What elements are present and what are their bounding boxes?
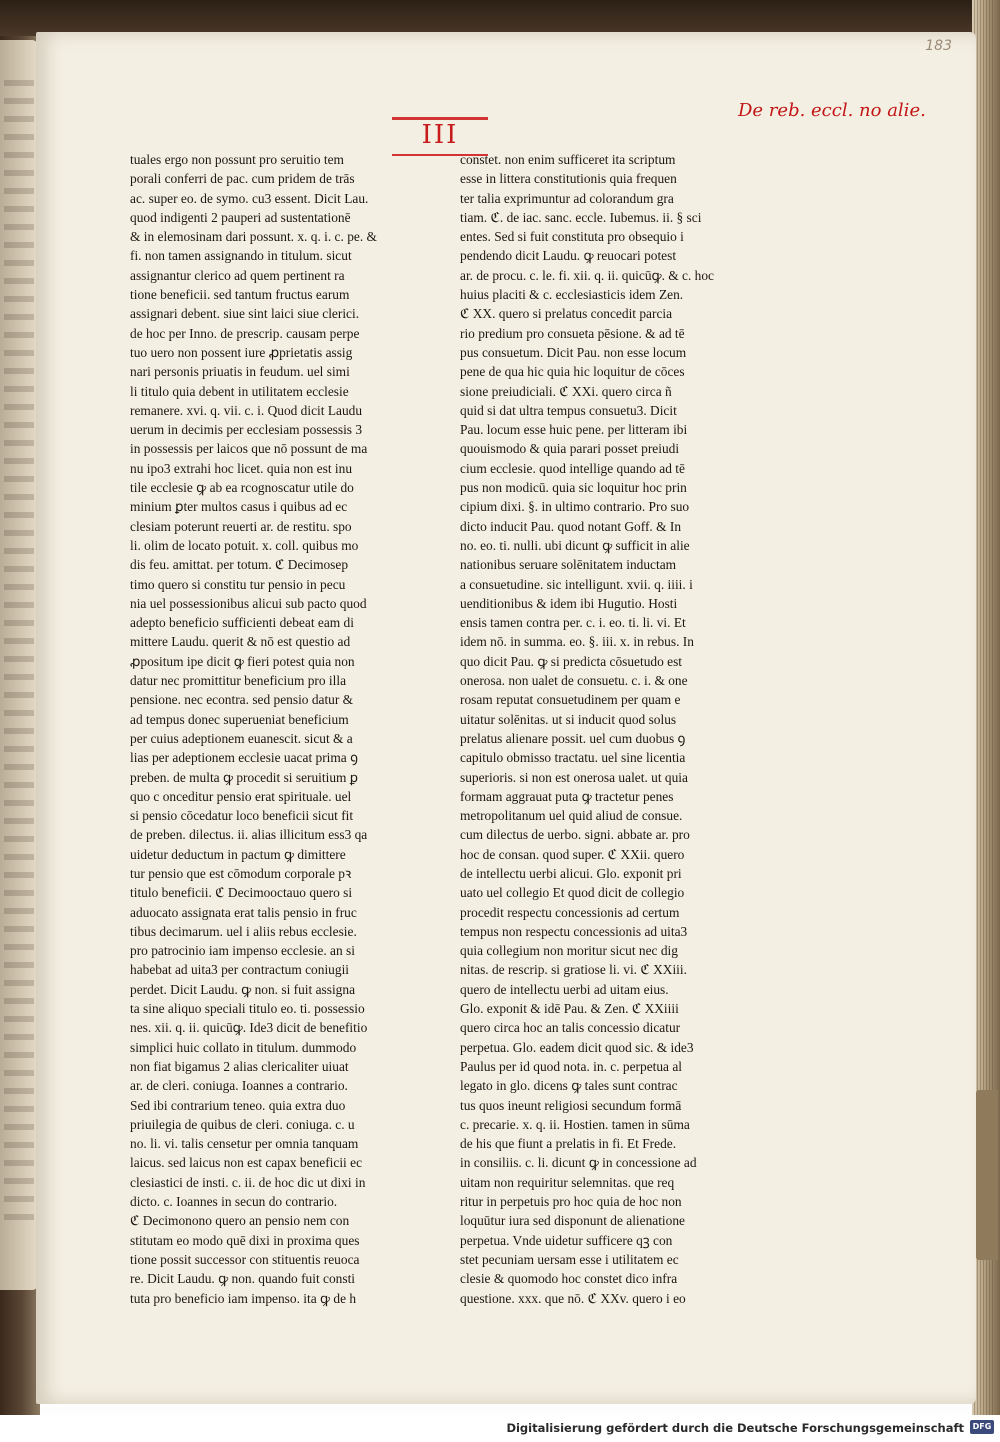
text-line: li. olim de locato potuit. x. coll. quibus mo bbox=[130, 537, 359, 553]
text-line: minium ꝑter multos casus i quibus ad ec bbox=[130, 499, 348, 515]
text-line: clesiam poterunt reuerti ar. de restitu. spo bbox=[130, 518, 352, 534]
text-line: clesie & quomodo hoc constet dico infra bbox=[460, 1271, 678, 1287]
text-line: pus consuetum. Dicit Pau. non esse locum bbox=[460, 344, 687, 360]
text-line: uidetur deductum in pactum ꝙ dimittere bbox=[130, 846, 346, 862]
text-line: nari personis priuatis in feudum. uel simi bbox=[130, 364, 350, 380]
text-line: ꝓpositum ipe dicit ꝙ fieri potest quia non bbox=[130, 653, 355, 669]
text-line: de his que fiunt a prelatis in fi. Et Frede. bbox=[460, 1136, 677, 1152]
text-line: remanere. xvi. q. vii. c. i. Quod dicit Laudu bbox=[130, 402, 363, 418]
text-line: quo dicit Pau. ꝙ si predicta cōsuetudo est bbox=[460, 653, 683, 669]
text-line: pene de qua hic quia hic loquitur de cōces bbox=[460, 364, 685, 380]
text-line: ℭ Decimonono quero an pensio nem con bbox=[130, 1213, 350, 1229]
text-line: nationibus seruare solēnitatem inductam bbox=[460, 557, 677, 573]
text-line: perpetua. Glo. eadem dicit quod sic. & ide3 bbox=[460, 1039, 694, 1055]
text-line: assignantur clerico ad quem pertinent ra bbox=[130, 267, 345, 283]
left-page-text-fragment bbox=[4, 80, 34, 1230]
right-text-column bbox=[460, 150, 760, 1308]
left-text-column bbox=[130, 150, 430, 1308]
text-line: quouismodo & quia parari posset preiudi bbox=[460, 441, 680, 457]
text-line: sione preiudiciali. ℭ XXi. quero circa ñ bbox=[460, 383, 672, 399]
text-line: tione beneficii. sed tantum fructus earum bbox=[130, 287, 350, 303]
text-line: ar. de procu. c. le. fi. xii. q. ii. quicūꝙ. & c. hoc bbox=[460, 267, 714, 283]
text-line: metropolitanum uel quid aliud de consue. bbox=[460, 808, 683, 824]
text-line: Glo. exponit & idē Pau. & Zen. ℭ XXiiii bbox=[460, 1001, 679, 1017]
text-line: Paulus per id quod nota. in. c. perpetua al bbox=[460, 1058, 683, 1074]
text-line: quero de intellectu uerbi ad uitam eius. bbox=[460, 981, 669, 997]
text-line: mittere Laudu. querit & nō est questio ad bbox=[130, 634, 351, 650]
text-line: de preben. dilectus. ii. alias illicitum ess3 qa bbox=[130, 827, 368, 843]
text-line: tibus decimarum. uel i aliis rebus ecclesie. bbox=[130, 923, 357, 939]
text-line: uato uel collegio Et quod dicit de collegio bbox=[460, 885, 685, 901]
text-line: no. eo. ti. nulli. ubi dicunt ꝙ sufficit in alie bbox=[460, 537, 690, 553]
text-line: esse in littera constitutionis quia frequen bbox=[460, 171, 677, 187]
text-line: pus non modicū. quia sic loquitur hoc prin bbox=[460, 480, 687, 496]
text-line: cium ecclesie. quod intellige quando ad tē bbox=[460, 460, 685, 476]
text-line: dis feu. amittat. per totum. ℭ Decimosep bbox=[130, 557, 349, 573]
text-line: onerosa. non ualet de consuetu. c. i. & one bbox=[460, 673, 688, 689]
text-line: de intellectu uerbi alicui. Glo. exponit pri bbox=[460, 865, 682, 881]
text-line: ritur in perpetuis pro hoc quia de hoc non bbox=[460, 1194, 682, 1210]
text-line: nia uel possessionibus alicui sub pacto quod bbox=[130, 595, 367, 611]
text-line: ensis tamen contra per. c. i. eo. ti. li. vi. Et bbox=[460, 615, 686, 631]
text-line: nes. xii. q. ii. quicūꝙ. Ide3 dicit de benefitio bbox=[130, 1020, 368, 1036]
text-line: re. Dicit Laudu. ꝙ non. quando fuit consti bbox=[130, 1271, 356, 1287]
left-page-edge bbox=[0, 40, 38, 1290]
text-line: nu ipo3 extrahi hoc licet. quia non est inu bbox=[130, 460, 353, 476]
text-line: uitam non requiritur selemnitas. que req bbox=[460, 1174, 675, 1190]
text-line: preben. de multa ꝙ procedit si seruitium ꝑ bbox=[130, 769, 359, 785]
text-line: entes. Sed si fuit constituta pro obsequio i bbox=[460, 229, 684, 245]
right-edge-tab bbox=[976, 1090, 998, 1260]
text-line: laicus. sed laicus non est capax beneficii ec bbox=[130, 1155, 363, 1171]
funding-credit: Digitalisierung gefördert durch die Deutsche Forschungsgemeinschaft bbox=[506, 1421, 964, 1435]
text-line: a consuetudine. sic intelligunt. xvii. q. iiii. i bbox=[460, 576, 693, 592]
text-line: tus quos ineunt religiosi secundum formā bbox=[460, 1097, 682, 1113]
text-line: habebat ad uita3 per contractum coniugii bbox=[130, 962, 350, 978]
text-line: ta sine aliquo speciali titulo eo. ti. possessio bbox=[130, 1001, 365, 1017]
text-line: Pau. locum esse huic pene. per litteram ibi bbox=[460, 422, 688, 438]
text-line: pendendo dicit Laudu. ꝙ reuocari potest bbox=[460, 248, 677, 264]
text-line: stet pecuniam uersam esse i utilitatem ec bbox=[460, 1251, 679, 1267]
text-line: adepto beneficio sufficienti debeat eam di bbox=[130, 615, 354, 631]
text-line: constet. non enim sufficeret ita scriptum bbox=[460, 152, 676, 167]
text-line: ℭ XX. quero si prelatus concedit parcia bbox=[460, 306, 673, 322]
text-line: in consiliis. c. li. dicunt ꝙ in concessione ad bbox=[460, 1155, 697, 1171]
text-line: datur nec promittitur beneficium pro illa bbox=[130, 673, 347, 689]
text-line: non fiat bigamus 2 alias clericaliter uiuat bbox=[130, 1058, 349, 1074]
text-line: ar. de cleri. coniuga. Ioannes a contrario. bbox=[130, 1078, 348, 1094]
text-line: c. precarie. x. q. ii. Hostien. tamen in sūma bbox=[460, 1116, 690, 1132]
text-line: lias per adeptionem ecclesie uacat prima ꝯ bbox=[130, 750, 358, 766]
dfg-logo: DFG bbox=[970, 1420, 994, 1434]
text-line: rio predium pro consueta pēsione. & ad tē bbox=[460, 325, 685, 341]
text-line: quo c onceditur pensio erat spirituale. uel bbox=[130, 788, 352, 804]
text-line: hoc de consan. quod super. ℭ XXii. quero bbox=[460, 846, 685, 862]
text-line: tione possit successor con stituentis reuoca bbox=[130, 1251, 360, 1267]
text-line: titulo beneficii. ℭ Decimooctauo quero si bbox=[130, 885, 353, 901]
text-line: dicto inducit Pau. quod notant Goff. & In bbox=[460, 518, 682, 534]
running-head-rubric: III bbox=[392, 117, 488, 156]
text-line: no. li. vi. talis censetur per omnia tanquam bbox=[130, 1136, 359, 1152]
text-line: & in elemosinam dari possunt. x. q. i. c. pe. & bbox=[130, 229, 377, 245]
text-line: ac. super eo. de symo. cu3 essent. Dicit Lau. bbox=[130, 190, 369, 206]
text-line: superioris. si non est onerosa ualet. ut quia bbox=[460, 769, 688, 785]
text-line: simplici huic collato in titulum. dummodo bbox=[130, 1039, 357, 1055]
text-line: de hoc per Inno. de prescrip. causam perpe bbox=[130, 325, 360, 341]
text-line: questione. xxx. que nō. ℭ XXv. quero i eo bbox=[460, 1290, 686, 1306]
text-line: ad tempus donec superueniat beneficium bbox=[130, 711, 349, 727]
text-line: idem nō. in summa. eo. §. iii. x. in rebus. In bbox=[460, 634, 694, 650]
text-line: pensione. nec econtra. sed pensio datur & bbox=[130, 692, 354, 708]
text-line: formam aggrauat puta ꝙ tractetur penes bbox=[460, 788, 674, 804]
text-line: quod indigenti 2 pauperi ad sustentationē bbox=[130, 209, 351, 225]
text-line: tuta pro beneficio iam impenso. ita ꝙ de h bbox=[130, 1290, 357, 1306]
text-line: tempus non respectu concessionis ad uita3 bbox=[460, 923, 688, 939]
text-line: uitatur solēnitas. ut si inducit quod solus bbox=[460, 711, 677, 727]
text-line: porali conferri de pac. cum pridem de trās bbox=[130, 171, 355, 187]
text-line: legato in glo. dicens ꝙ tales sunt contrac bbox=[460, 1078, 678, 1094]
text-line: priuilegia de quibus de cleri. coniuga. c. u bbox=[130, 1116, 355, 1132]
folio-number: 183 bbox=[925, 38, 952, 54]
text-line: aduocato assignata erat talis pensio in fruc bbox=[130, 904, 357, 920]
text-line: tiam. ℭ. de iac. sanc. eccle. Iubemus. ii. § sci bbox=[460, 209, 702, 225]
text-line: quia collegium non moritur sicut nec dig bbox=[460, 943, 678, 959]
text-line: cipium dixi. §. in ultimo contrario. Pro suo bbox=[460, 499, 690, 515]
text-line: tuales ergo non possunt pro seruitio tem bbox=[130, 152, 344, 167]
footer-bar bbox=[0, 1415, 1000, 1442]
text-line: uenditionibus & idem ibi Hugutio. Hosti bbox=[460, 595, 678, 611]
text-line: rosam reputat consuetudinem per quam e bbox=[460, 692, 681, 708]
text-line: prelatus alienare possit. uel cum duobus ꝯ bbox=[460, 730, 686, 746]
text-line: timo quero si constitu tur pensio in pecu bbox=[130, 576, 346, 592]
text-line: perdet. Dicit Laudu. ꝙ non. si fuit assigna bbox=[130, 981, 356, 997]
text-line: Sed ibi contrarium teneo. quia extra duo bbox=[130, 1097, 346, 1113]
text-line: quero circa hoc an talis concessio dicatur bbox=[460, 1020, 681, 1036]
text-line: stitutam eo modo quē dixi in proxima ques bbox=[130, 1232, 360, 1248]
text-line: dicto. c. Ioannes in secun do contrario. bbox=[130, 1194, 338, 1210]
text-line: perpetua. Vnde uidetur sufficere qꝫ con bbox=[460, 1232, 673, 1248]
text-line: per cuius adeptionem euanescit. sicut & a bbox=[130, 730, 353, 746]
text-line: pro patrocinio iam impenso ecclesie. an si bbox=[130, 943, 355, 959]
text-line: tur pensio que est cōmodum corporale pꝛ bbox=[130, 865, 352, 881]
text-line: li titulo quia debent in utilitatem ecclesie bbox=[130, 383, 349, 399]
text-line: si pensio cōcedatur loco beneficii sicut fit bbox=[130, 808, 354, 824]
text-line: fi. non tamen assignando in titulum. sicut bbox=[130, 248, 352, 264]
text-line: uerum in decimis per ecclesiam possessis 3 bbox=[130, 422, 363, 438]
text-line: capitulo obmisso tractatu. uel sine licentia bbox=[460, 750, 686, 766]
text-line: clesiastici de insti. c. ii. de hoc dic ut dixi in bbox=[130, 1174, 366, 1190]
text-line: assignari debent. siue sint laici siue clerici. bbox=[130, 306, 360, 322]
text-line: loquūtur iura sed disponunt de alienatione bbox=[460, 1213, 685, 1229]
text-line: procedit respectu concessionis ad certum bbox=[460, 904, 680, 920]
text-line: tile ecclesie ꝙ ab ea rcognoscatur utile do bbox=[130, 480, 354, 496]
text-line: nitas. de rescrip. si gratiose li. vi. ℭ XXiii. bbox=[460, 962, 687, 978]
text-line: tuo uero non possent iure ꝓprietatis assig bbox=[130, 344, 353, 360]
text-line: in possessis per laicos que nō possunt de ma bbox=[130, 441, 368, 457]
text-line: cum dilectus de uerbo. signi. abbate ar. pro bbox=[460, 827, 690, 843]
text-line: quid si dat ultra tempus consuetu3. Dicit bbox=[460, 402, 677, 418]
text-line: huius placiti & c. ecclesiasticis idem Zen. bbox=[460, 287, 684, 303]
text-line: ter talia exprimuntur ad colorandum gra bbox=[460, 190, 674, 206]
top-shadow-band bbox=[0, 0, 1000, 36]
marginal-note: De reb. eccl. no alie. bbox=[738, 100, 926, 121]
